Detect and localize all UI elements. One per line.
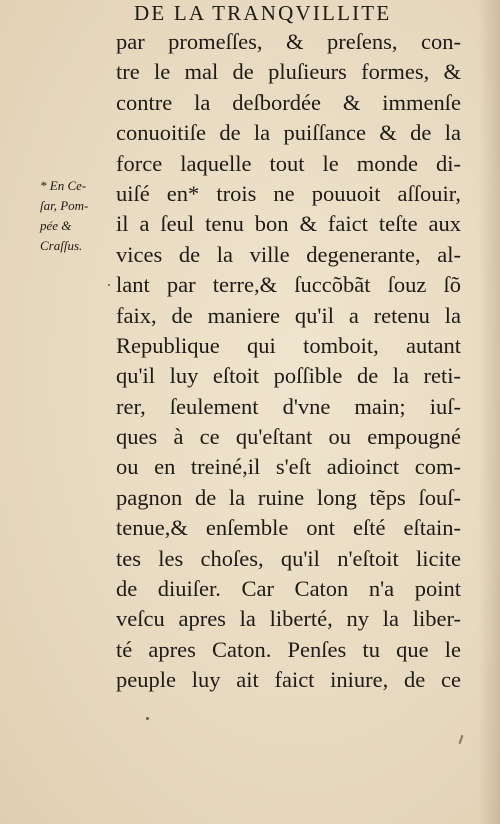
ink-speck: [108, 284, 110, 286]
text-line: tes les choſes, qu'il n'eſtoit licite: [116, 545, 461, 571]
text-line: contre la deſbordée & immenſe: [116, 89, 461, 115]
text-line: veſcu apres la liberté, ny la liber-: [116, 606, 461, 632]
marginal-note-line: ſar, Pom-: [40, 198, 89, 213]
text-line: pagnon de la ruine long tẽps ſouſ-: [116, 484, 461, 510]
text-line: tenue,& enſemble ont eſté eſtain-: [116, 515, 461, 541]
marginal-note-line: * En Ce-: [40, 178, 87, 193]
marginal-note: [40, 176, 112, 256]
text-line: conuoitiſe de la puiſſance & de la: [116, 120, 461, 146]
text-line: faix, de maniere qu'il a retenu la: [116, 302, 461, 328]
text-line: ques à ce qu'eſtant ou empougné: [116, 424, 461, 450]
text-line: ou en treiné,il s'eſt adioinct com-: [116, 454, 461, 480]
marginal-note-line: pée &: [40, 218, 72, 233]
text-line: il a ſeul tenu bon & faict teſte aux: [116, 211, 461, 237]
text-line: Republique qui tomboit, autant: [116, 332, 461, 358]
text-line: qu'il luy eſtoit poſſible de la reti-: [116, 363, 461, 389]
text-line: par promeſſes, & preſens, con-: [116, 29, 461, 54]
body-text: [116, 27, 461, 696]
ink-speck: [146, 717, 149, 720]
text-line: de diuiſer. Car Caton n'a point: [116, 576, 461, 602]
text-line: lant par terre,& ſuccõbãt ſouz ſõ: [116, 272, 461, 298]
marginal-note-line: Craſſus.: [40, 238, 83, 253]
text-line: peuple luy ait faict iniure, de ce: [116, 667, 461, 693]
text-line: vices de la ville degenerante, al-: [116, 241, 461, 267]
text-line: uiſé en* trois ne pouuoit aſſouir,: [116, 180, 461, 206]
ink-mark: [459, 735, 464, 744]
text-line: rer, ſeulement d'vne main; iuſ-: [116, 393, 461, 419]
text-line: tre le mal de pluſieurs formes, &: [116, 59, 461, 85]
running-head: DE LA TRANQVILLITE: [134, 1, 392, 25]
text-line: té apres Caton. Penſes tu que le: [116, 636, 461, 662]
text-line: force laquelle tout le monde di-: [116, 150, 461, 176]
page-edge-shadow: [478, 0, 500, 824]
